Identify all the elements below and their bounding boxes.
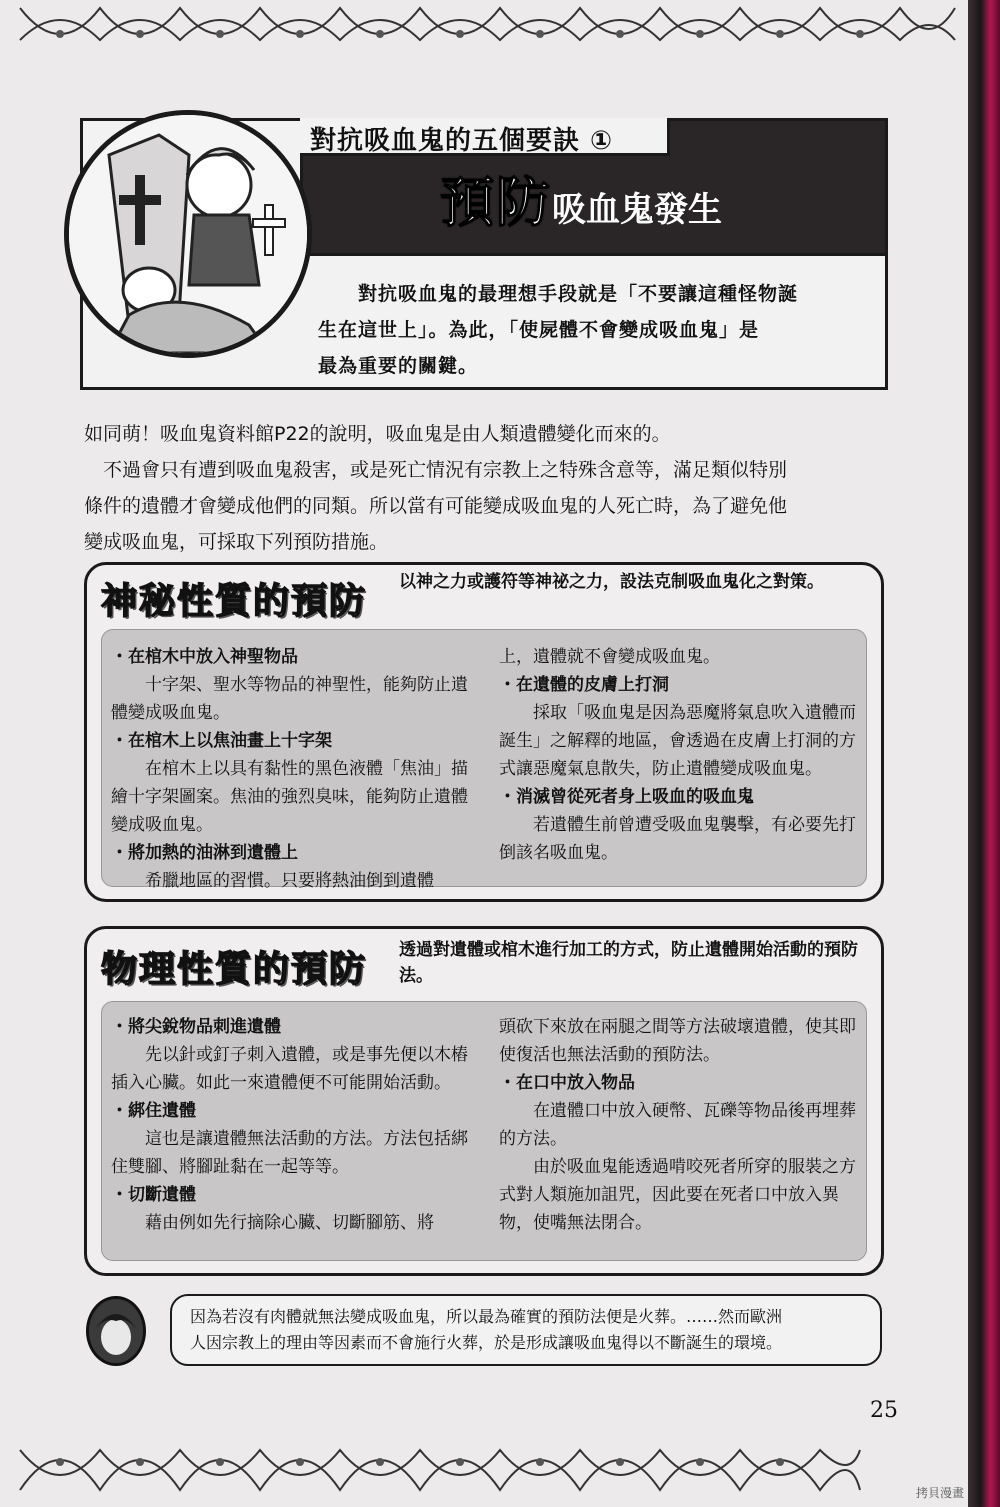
note-box: [170, 1294, 882, 1366]
section-title: 神秘性質的預防: [101, 581, 368, 622]
watermark: 拷貝漫畫: [916, 1486, 965, 1500]
book-spine: [968, 0, 1000, 1507]
intro-paragraph: 變成吸血鬼，可採取下列預防措施。: [84, 531, 389, 553]
item-text: 頭砍下來放在兩腿之間等方法破壞遺體，使其即使復活也無法活動的預防法。: [499, 1017, 856, 1065]
character-face-icon: [89, 1299, 143, 1363]
item-heading: ・將加熱的油淋到遺體上: [111, 843, 298, 863]
note-line: 人因宗教上的理由等因素而不會施行火葬，於是形成讓吸血鬼得以不斷誕生的環境。: [190, 1333, 783, 1352]
lead-line: 對抗吸血鬼的最理想手段就是「不要讓這種怪物誕: [358, 283, 799, 305]
section-desc: 透過對遺體或棺木進行加工的方式，防止遺體開始活動的預防法。: [399, 940, 858, 986]
item-text: 由於吸血鬼能透過啃咬死者所穿的服裝之方式對人類施加詛咒，因此要在死者口中放入異物，使嘴無法閉合。: [499, 1157, 856, 1233]
section-title: 物理性質的預防: [101, 949, 368, 990]
item-text: 藉由例如先行摘除心臟、切斷腳筋、將: [145, 1213, 434, 1233]
lead-line: 最為重要的關鍵。: [318, 355, 479, 377]
item-text: 希臘地區的習慣。只要將熱油倒到遺體: [145, 871, 434, 891]
item-text: 這也是讓遺體無法活動的方法。方法包括綁住雙腳、將腳趾黏在一起等等。: [111, 1129, 468, 1177]
series-title: 對抗吸血鬼的五個要訣 ①: [310, 126, 614, 156]
item-heading: ・綁住遺體: [111, 1101, 196, 1121]
section-physical-prevention: [84, 926, 884, 1276]
illustration-coffin-character: [64, 110, 312, 358]
item-text: 在棺木上以具有黏性的黑色液體「焦油」描繪十字架圖案。焦油的強烈臭味，能夠防止遺體變成吸血鬼。: [111, 759, 468, 835]
ornament-border-bottom: [0, 1390, 968, 1507]
lead-paragraph: [318, 276, 872, 384]
item-heading: ・在棺木上以焦油畫上十字架: [111, 731, 332, 751]
main-title-small: 吸血鬼發生: [552, 190, 722, 230]
section-column-left: [111, 1013, 471, 1237]
ornament-border-top: [0, 0, 968, 70]
item-heading: ・切斷遺體: [111, 1185, 196, 1205]
main-title-big: 預防: [440, 171, 552, 234]
section-column-left: [111, 643, 471, 895]
character-avatar: [86, 1296, 146, 1366]
section-column-right: [499, 643, 859, 867]
page-number: 25: [870, 1398, 898, 1423]
item-heading: ・消滅曾從死者身上吸血的吸血鬼: [499, 787, 754, 807]
item-heading: ・在口中放入物品: [499, 1073, 635, 1093]
item-heading: ・在遺體的皮膚上打洞: [499, 675, 669, 695]
item-text: 若遺體生前曾遭受吸血鬼襲擊，有必要先打倒該名吸血鬼。: [499, 815, 856, 863]
intro-paragraph: 如同萌！吸血鬼資料館P22的說明，吸血鬼是由人類遺體變化而來的。: [84, 423, 671, 445]
section-mystical-prevention: [84, 562, 884, 902]
item-heading: ・在棺木中放入神聖物品: [111, 647, 298, 667]
note-line: 因為若沒有肉體就無法變成吸血鬼，所以最為確實的預防法便是火葬。……然而歐洲: [190, 1307, 783, 1326]
section-column-right: [499, 1013, 859, 1237]
item-heading: ・將尖銳物品刺進遺體: [111, 1017, 281, 1037]
intro-text: [84, 416, 888, 560]
item-text: 在遺體口中放入硬幣、瓦礫等物品後再埋葬的方法。: [499, 1101, 856, 1149]
section-desc: 以神之力或護符等神祕之力，設法克制吸血鬼化之對策。: [399, 572, 824, 592]
item-text: 上，遺體就不會變成吸血鬼。: [499, 647, 720, 667]
intro-paragraph: 條件的遺體才會變成他們的同類。所以當有可能變成吸血鬼的人死亡時，為了避免他: [84, 495, 788, 517]
intro-paragraph: 不過會只有遭到吸血鬼殺害，或是死亡情況有宗教上之特殊含意等，滿足類似特別: [103, 459, 788, 481]
item-text: 採取「吸血鬼是因為惡魔將氣息吹入遺體而誕生」之解釋的地區，會透過在皮膚上打洞的方式讓惡魔氣息散失，防止遺體變成吸血鬼。: [499, 703, 856, 779]
coffin-illustration: [69, 115, 307, 353]
item-text: 先以針或釘子刺入遺體，或是事先便以木樁插入心臟。如此一來遺體便不可能開始活動。: [111, 1045, 468, 1093]
lead-line: 生在這世上」。為此，「使屍體不會變成吸血鬼」是: [318, 319, 760, 341]
item-text: 十字架、聖水等物品的神聖性，能夠防止遺體變成吸血鬼。: [111, 675, 468, 723]
main-title: [440, 160, 722, 237]
